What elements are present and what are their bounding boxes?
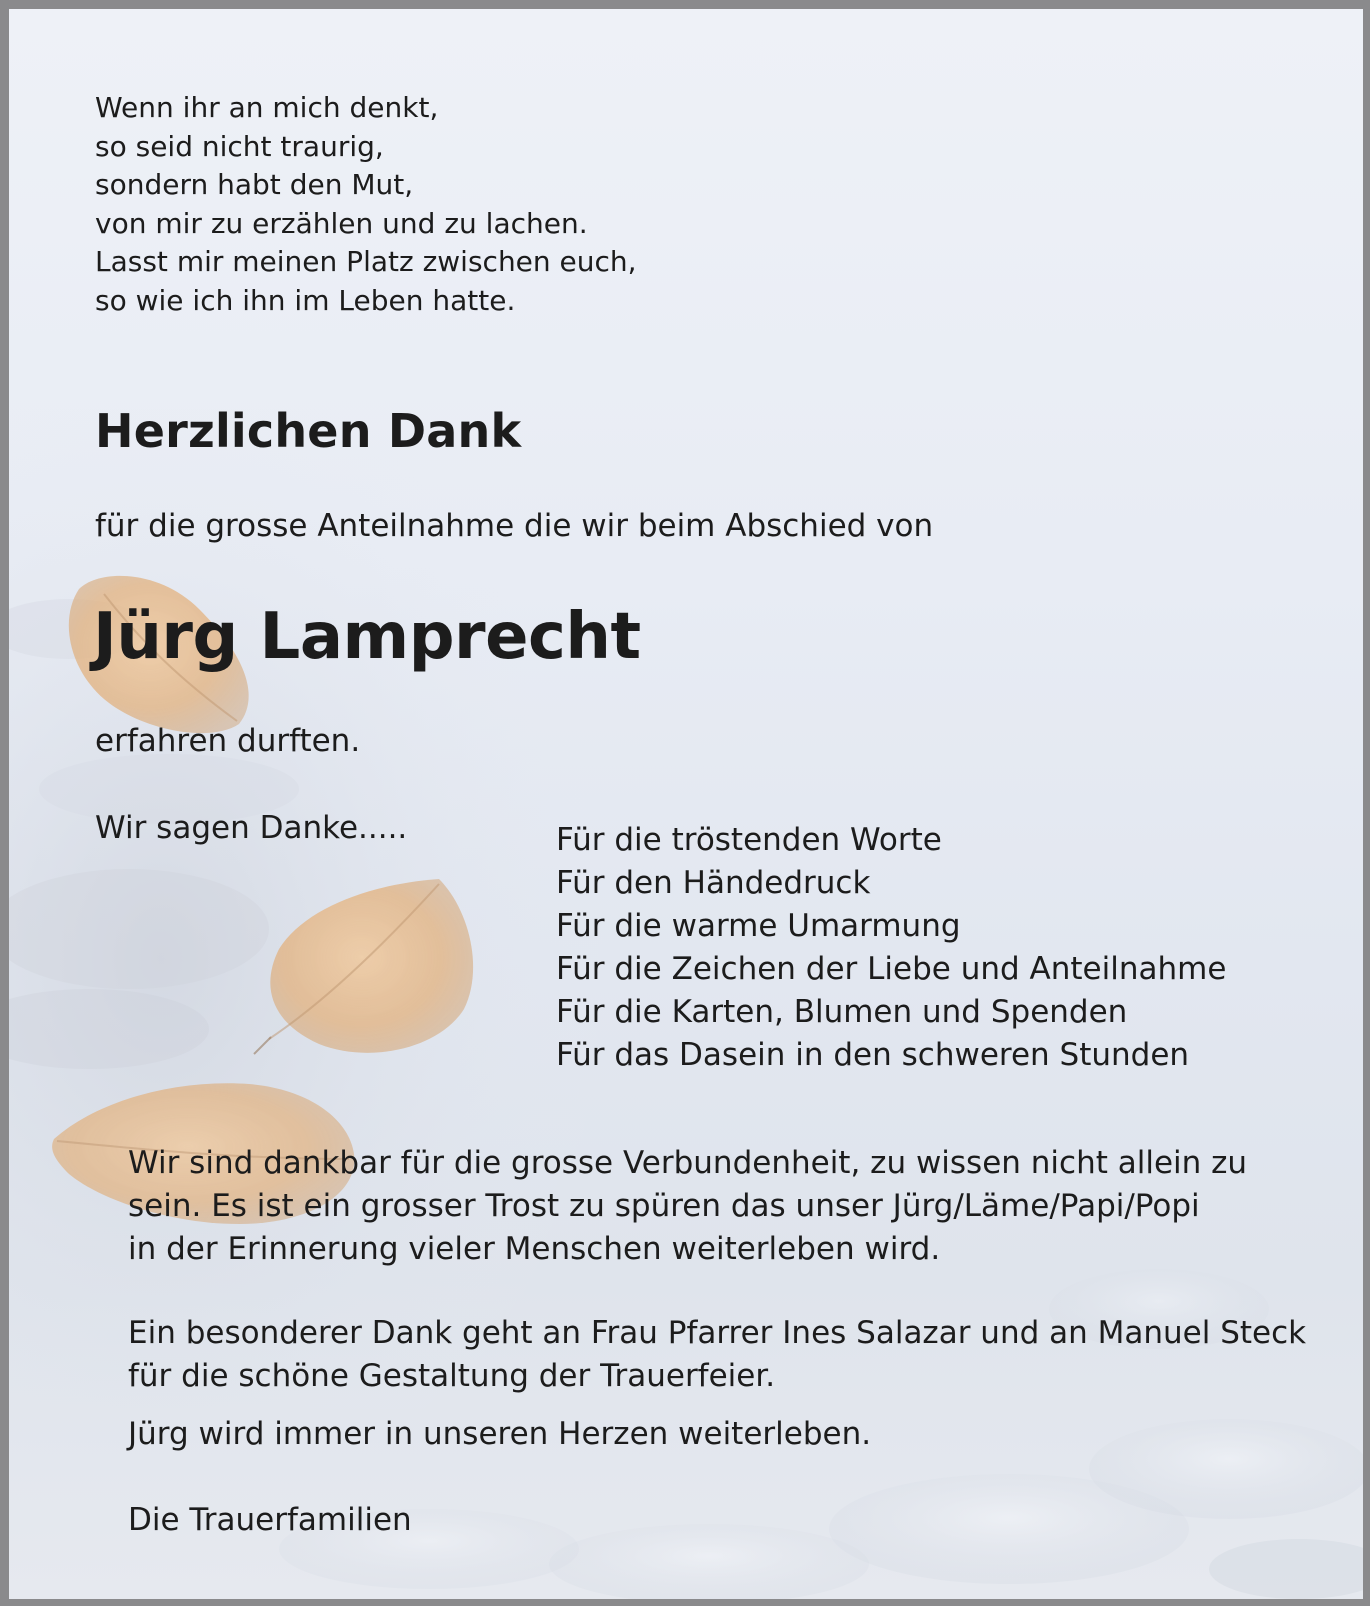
poem: Wenn ihr an mich denkt, so seid nicht traurig, sondern habt den Mut, von mir zu erzählen und zu lachen. Lasst mir meinen Platz zwischen euch, so wie ich ihn im Leben hatte. xyxy=(95,91,637,317)
memory-paragraph: Jürg wird immer in unseren Herzen weiterleben. xyxy=(128,1416,872,1452)
heading: Herzlichen Dank xyxy=(95,404,522,458)
danke-label: Wir sagen Danke..... xyxy=(95,810,408,846)
after-name-text: erfahren durften. xyxy=(95,723,361,759)
thanks-list: Für die tröstenden Worte Für den Händedruck Für die warme Umarmung Für die Zeichen der Liebe und Anteilnahme Für die Karten, Blumen und Spenden Für das Dasein in den schweren Stunden xyxy=(556,822,1227,1073)
gratitude-paragraph: Wir sind dankbar für die grosse Verbundenheit, zu wissen nicht allein zu sein. Es ist ein grosser Trost zu spüren das unser Jürg/Läme/Papi/Popi in der Erinnerung vieler Menschen weiterleben wird. xyxy=(128,1145,1248,1267)
special-thanks-paragraph: Ein besonderer Dank geht an Frau Pfarrer Ines Salazar und an Manuel Steck für die schöne Gestaltung der Trauerfeier. xyxy=(128,1315,1307,1394)
signature: Die Trauerfamilien xyxy=(128,1502,412,1538)
intro-text: für die grosse Anteilnahme die wir beim Abschied von xyxy=(95,508,934,544)
deceased-name: Jürg Lamprecht xyxy=(93,600,641,674)
